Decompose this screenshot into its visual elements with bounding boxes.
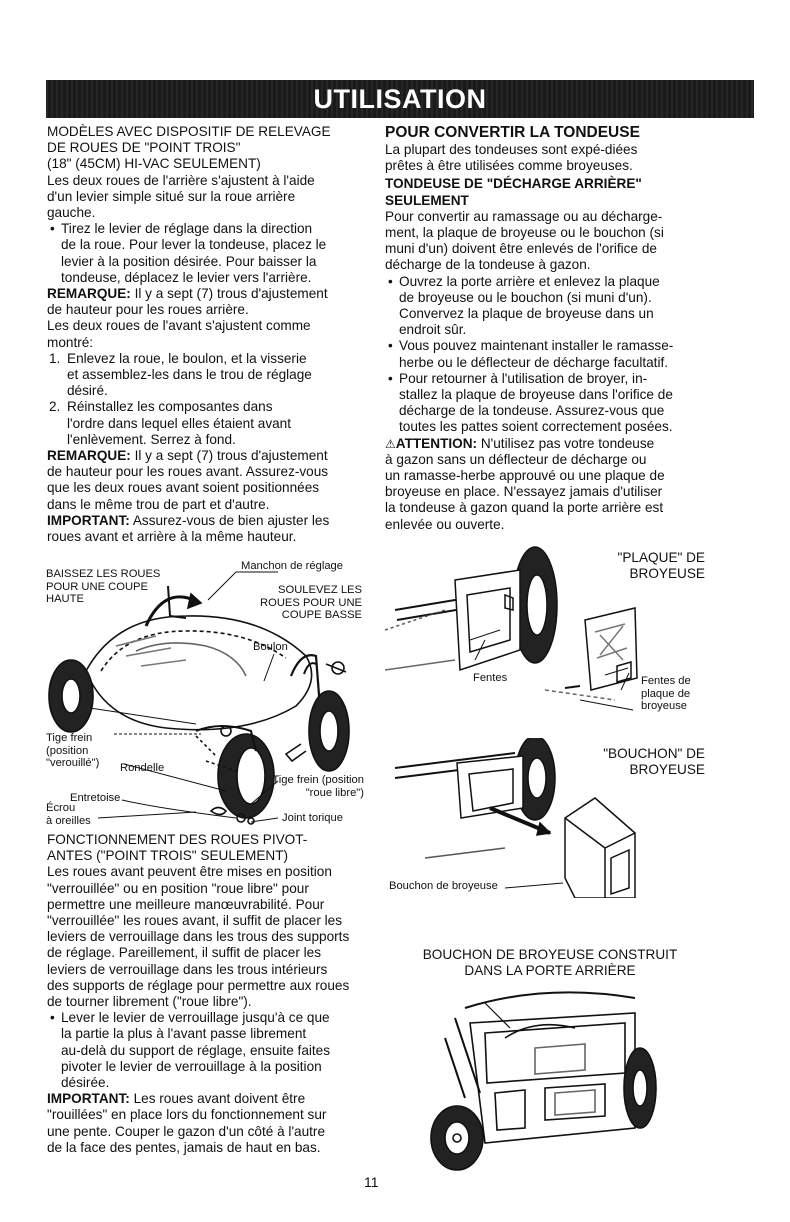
intro-line: La plupart des tondeuses sont expé-diées: [385, 142, 638, 157]
para-line: Pour convertir au ramassage ou au décharge-: [385, 208, 663, 224]
label-line: POUR UNE COUPE: [46, 580, 148, 593]
s1-intro-line: Les deux roues de l'arrière s'ajustent à l'aide: [47, 172, 315, 188]
s2-bullet: [47, 1010, 365, 1091]
remark-1-cont: de hauteur pour les roues arrière.: [47, 302, 249, 318]
label-bouchon-title: [585, 746, 705, 778]
section-banner: [46, 80, 754, 118]
label-line: Tige frein (position: [272, 774, 364, 786]
left-column-bottom: [47, 832, 365, 1156]
important-2-cont: une pente. Couper le gazon d'un côté à l'autre: [47, 1123, 326, 1139]
label-line: ROUES POUR UNE: [260, 596, 362, 609]
bullet-line: tondeuse, déplacez le levier vers l'arrière.: [61, 269, 312, 285]
bullet-line: • Tirez le levier de réglage dans la direction: [61, 221, 313, 237]
para-line: "verrouillée" ou en position "roue libre" pour: [47, 880, 309, 896]
front-intro-line: montré:: [47, 334, 94, 350]
convert-bullet-1: [385, 274, 715, 339]
bullet-line: désirée.: [61, 1075, 110, 1091]
label-fentes: Fentes: [473, 672, 508, 684]
bullet-line: décharge de la tondeuse. Assurez-vous que: [399, 403, 665, 419]
remark-2-cont: de hauteur pour les roues avant. Assurez-vous: [47, 464, 329, 480]
label-line: à oreilles: [46, 814, 91, 827]
label-line: BROYEUSE: [629, 566, 705, 581]
bullet-line: de broyeuse ou le bouchon (si muni d'un).: [399, 289, 652, 305]
step-line: désiré.: [67, 383, 108, 399]
step-line: Enlevez la roue, le boulon, et la visserie: [67, 350, 307, 366]
remark-2: [47, 448, 365, 464]
label-line: Écrou: [46, 802, 76, 814]
para-line: de tourner librement ("roue libre").: [47, 994, 252, 1010]
bullet-line: herbe ou le déflecteur de décharge facultatif.: [399, 354, 669, 370]
bullet-line: • Ouvrez la porte arrière et enlevez la plaque: [399, 273, 660, 289]
attention-line: [385, 436, 715, 452]
label-line: BAISSEZ LES ROUES: [46, 568, 161, 580]
step-number: 1.: [49, 350, 61, 366]
label-line: broyeuse: [641, 700, 688, 712]
s1-bullet: [47, 221, 365, 286]
para-line: leviers de verrouillage dans les trous intérieurs: [47, 961, 328, 977]
remark-1: [47, 286, 365, 302]
rear-door-illustration: [425, 978, 675, 1173]
s1-title-line: MODÈLES AVEC DISPOSITIF DE RELEVAGE: [47, 124, 331, 139]
attention-label: ATTENTION:: [395, 435, 478, 451]
convert-title: POUR CONVERTIR LA TONDEUSE: [385, 124, 640, 141]
label-rondelle: Rondelle: [120, 762, 165, 774]
step-1: [47, 351, 365, 400]
label-line: "verouillé"): [46, 757, 100, 769]
caption-line: BOUCHON DE BROYEUSE CONSTRUIT: [422, 947, 678, 962]
page-number: 11: [364, 1174, 379, 1190]
label-line: BROYEUSE: [629, 762, 705, 777]
attention-cont: un ramasse-herbe approuvé ou une plaque de: [385, 468, 665, 484]
bullet-line: au-delà du support de réglage, ensuite faites: [61, 1042, 331, 1058]
label-tige-frein: [46, 732, 99, 770]
bullet-line: stallez la plaque de broyeuse dans l'orifice de: [399, 387, 673, 403]
remark-text: Il y a sept (7) trous d'ajustement: [130, 286, 328, 302]
label-plaque-title: [585, 550, 705, 582]
step-line: l'enlèvement. Serrez à fond.: [67, 431, 236, 447]
bullet-line: pivoter le levier de verrouillage à la position: [61, 1058, 322, 1074]
convert-bullet-3: [385, 371, 715, 436]
attention-cont: broyeuse en place. N'essayez jamais d'utiliser: [385, 484, 663, 500]
step-2: [47, 399, 365, 448]
rear-door-figure: [425, 978, 675, 1173]
important-2-cont: de la face des pentes, jamais de haut en bas.: [47, 1139, 321, 1155]
caption-line: DANS LA PORTE ARRIÈRE: [464, 963, 636, 978]
para-line: ment, la plaque de broyeuse ou le bouchon (si: [385, 225, 664, 241]
remark-label: REMARQUE:: [47, 286, 131, 302]
step-line: l'ordre dans lequel elles étaient avant: [67, 415, 292, 431]
remark-2-cont: que les deux roues avant soient positionnées: [47, 480, 320, 496]
built-in-plug-caption: [385, 947, 715, 979]
important-1: [47, 513, 365, 529]
label-baissez: [46, 568, 160, 606]
label-joint: Joint torique: [282, 812, 343, 824]
s1-title-line: DE ROUES DE "POINT TROIS": [47, 140, 241, 156]
important-1-cont: roues avant et arrière à la même hauteur.: [47, 529, 297, 545]
bullet-line: de la roue. Pour lever la tondeuse, placez le: [61, 237, 327, 253]
bullet-line: la partie la plus à l'avant passe librement: [61, 1026, 307, 1042]
bullet-line: levier à la position désirée. Pour baisser la: [61, 253, 317, 269]
para-line: de réglage. Pareillement, il suffit de placer les: [47, 945, 322, 961]
attention-text: N'utilisez pas votre tondeuse: [477, 435, 655, 451]
remark-label: REMARQUE:: [47, 448, 131, 464]
important-label: IMPORTANT:: [47, 512, 130, 528]
label-line: SOULEVEZ LES: [278, 584, 362, 596]
bullet-line: • Pour retourner à l'utilisation de broyer, in-: [399, 370, 648, 386]
front-intro-line: Les deux roues de l'avant s'ajustent comme: [47, 318, 311, 334]
subtitle-line: SEULEMENT: [385, 192, 469, 208]
label-ecrou: [46, 802, 91, 827]
remark-text: Il y a sept (7) trous d'ajustement: [130, 448, 328, 464]
bullet-line: toutes les pattes soient correctement posées.: [399, 419, 673, 435]
label-bouchon: Bouchon de broyeuse: [389, 880, 498, 892]
label-fentes-de-plaque: [641, 675, 691, 713]
important-2-cont: "rouillées" en place lors du fonctionnement sur: [47, 1107, 327, 1123]
label-tige-libre: [240, 774, 364, 799]
label-soulevez: [244, 584, 362, 622]
bullet-line: • Vous pouvez maintenant installer le ramasse-: [399, 338, 674, 354]
step-line: Réinstallez les composantes dans: [67, 399, 273, 415]
important-label: IMPORTANT:: [47, 1091, 130, 1107]
attention-cont: enlevée ou ouverte.: [385, 516, 505, 532]
para-line: permettre une meilleure manœuvrabilité. Pour: [47, 896, 325, 912]
para-line: Les roues avant peuvent être mises en position: [47, 864, 332, 880]
warning-icon: ⚠: [385, 436, 396, 451]
step-number: 2.: [49, 399, 61, 415]
para-line: décharge de la tondeuse à gazon.: [385, 257, 591, 273]
para-line: muni d'un) doivent être enlevés de l'orifice de: [385, 241, 657, 257]
left-column-top: [47, 124, 365, 545]
intro-line: prêtes à être utilisées comme broyeuses.: [385, 158, 633, 174]
para-line: "verrouillée" les roues avant, il suffit de placer les: [47, 913, 343, 929]
bullet-line: endroit sûr.: [399, 322, 467, 338]
mulch-plate-figure: [385, 540, 715, 725]
bullet-line: • Lever le levier de verrouillage jusqu'à ce que: [61, 1010, 330, 1026]
right-column: [385, 124, 715, 533]
banner-title: UTILISATION: [313, 84, 487, 114]
s1-title-line: (18" (45CM) HI-VAC SEULEMENT): [47, 156, 261, 172]
attention-cont: la tondeuse à gazon quand la porte arrière est: [385, 500, 664, 516]
label-line: Tige frein: [46, 732, 93, 744]
subtitle-line: TONDEUSE DE "DÉCHARGE ARRIÈRE": [385, 176, 642, 192]
remark-2-cont: dans le même trou de part et d'autre.: [47, 496, 270, 512]
label-line: plaque de: [641, 687, 691, 700]
para-line: leviers de verrouillage dans les trous des supports: [47, 929, 350, 945]
label-line: "BOUCHON" DE: [603, 746, 705, 761]
label-boulon: Boulon: [253, 641, 288, 653]
important-2: [47, 1091, 365, 1107]
attention-cont: à gazon sans un déflecteur de décharge ou: [385, 451, 647, 467]
label-line: (position: [46, 744, 89, 757]
label-line: COUPE BASSE: [281, 609, 362, 621]
s2-title-line: FONCTIONNEMENT DES ROUES PIVOT-: [47, 832, 308, 847]
s1-intro-line: d'un levier simple situé sur la roue arrière: [47, 188, 296, 204]
label-entretoise: Entretoise: [70, 792, 121, 804]
wheel-adjust-figure: [46, 556, 366, 828]
label-line: "roue libre"): [305, 786, 364, 799]
s1-intro-line: gauche.: [47, 205, 96, 221]
label-line: Fentes de: [641, 675, 691, 687]
para-line: des supports de réglage pour permettre aux roues: [47, 977, 350, 993]
label-line: "PLAQUE" DE: [617, 550, 705, 565]
important-text: Les roues avant doivent être: [129, 1091, 306, 1107]
label-line: HAUTE: [46, 593, 84, 605]
bullet-line: Convervez la plaque de broyeuse dans un: [399, 306, 654, 322]
s2-paragraph: [47, 864, 365, 1010]
s2-title-line: ANTES ("POINT TROIS" SEULEMENT): [47, 848, 289, 864]
label-manchon: Manchon de réglage: [241, 560, 344, 572]
convert-bullet-2: [385, 338, 715, 370]
step-line: et assemblez-les dans le trou de réglage: [67, 367, 312, 383]
mulch-plug-figure: [385, 738, 715, 898]
important-text: Assurez-vous de bien ajuster les: [129, 512, 330, 528]
